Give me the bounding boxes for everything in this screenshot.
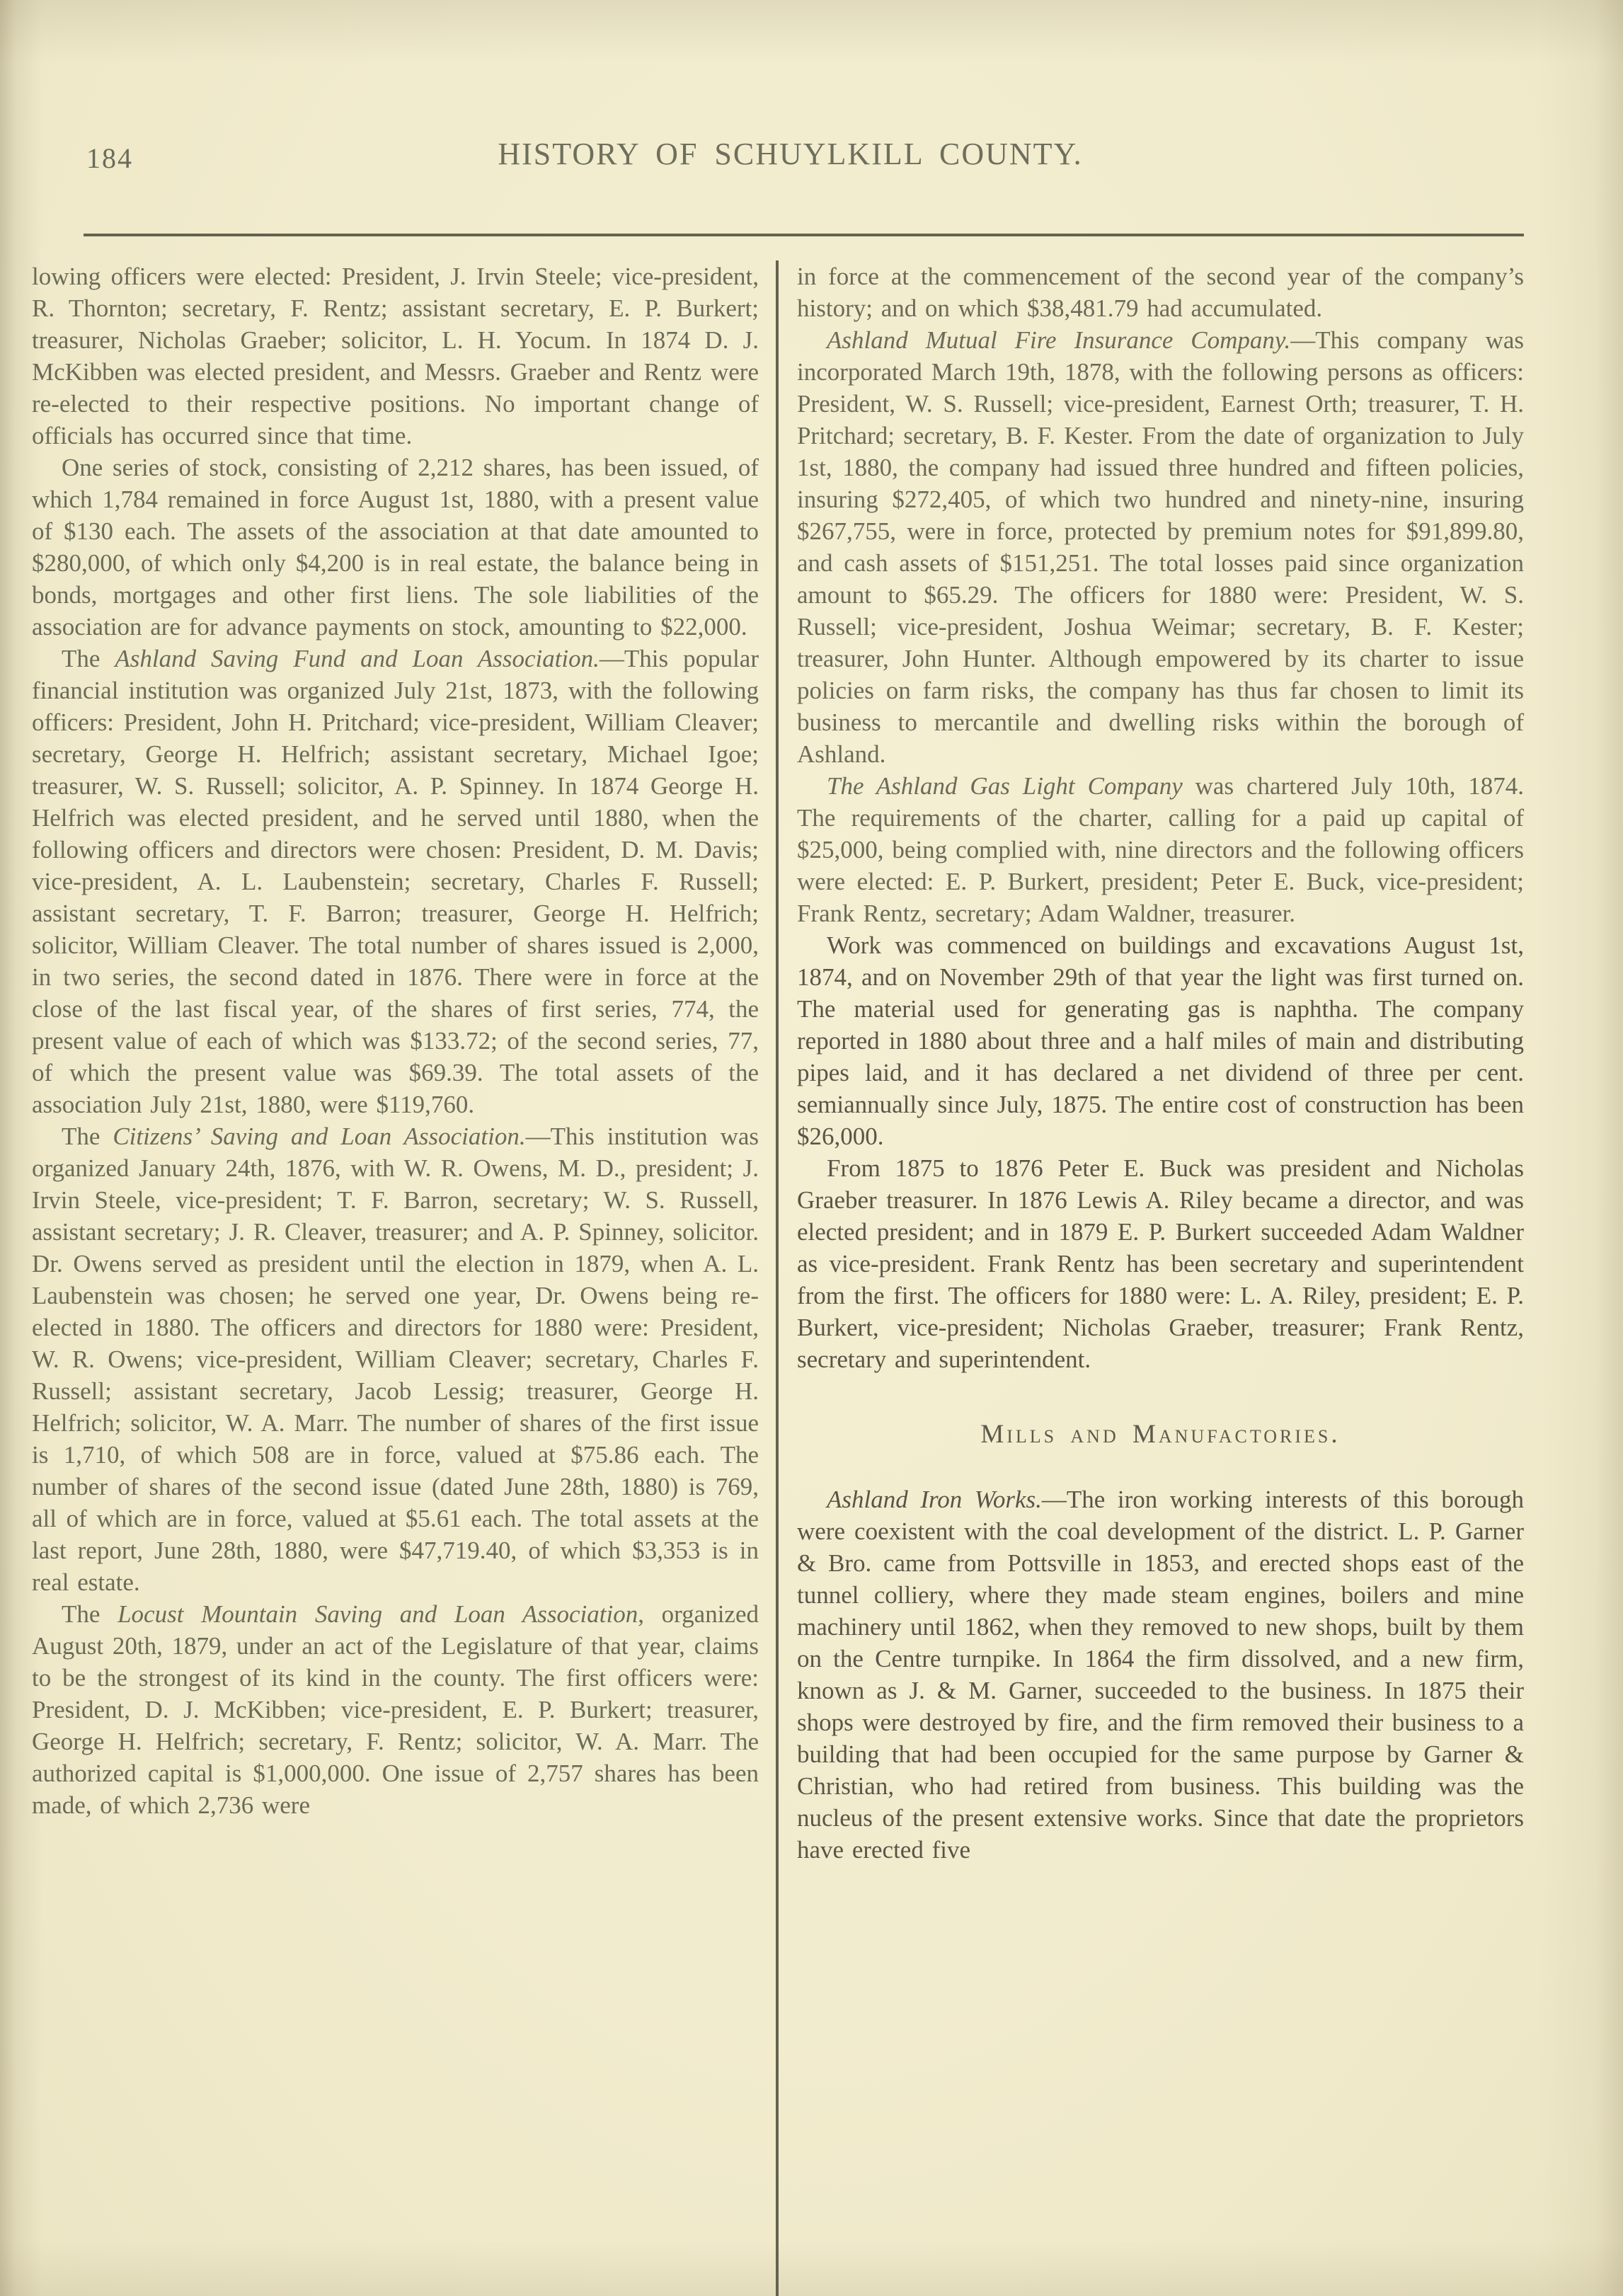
page-header bbox=[0, 0, 1623, 234]
paragraph-text: —This popular financial institution was organized July 21st, 1873, with the following officers: President, John H. Pritchard; vice-president, William Cleaver; secretary, George H. Helfrich; assistant secretary, Michael Igoe; treasurer, W. S. Russell; solicitor, A. P. Spinney. In 1874 George H. Helfrich was elected president, and he served until 1880, when the following officers and directors were chosen: President, D. M. Davis; vice-president, A. L. Laubenstein; secretary, Charles F. Russell; assistant secretary, T. F. Barron; treasurer, George H. Helfrich; solicitor, William Cleaver. The total number of shares issued is 2,000, in two series, the second dated in 1876. There were in force at the close of the last fiscal year, of the shares of first series, 774, the present value of each of which was $133.72; of the second series, 77, of which the present value was $69.39. The total assets of the association July 21st, 1880, were $119,760. bbox=[32, 645, 759, 1118]
company-title: Ashland Iron Works. bbox=[827, 1486, 1042, 1513]
paragraph-text: From 1875 to 1876 Peter E. Buck was president and Nicholas Graeber treasurer. In 1876 Lewis A. Riley became a director, and was elected president; and in 1879 E. P. Burkert succeeded Adam Waldner as vice-president. Frank Rentz has been secretary and superintendent from the first. The officers for 1880 were: L. A. Riley, president; E. P. Burkert, vice-president; Nicholas Graeber, treasurer; Frank Rentz, secretary and superintendent. bbox=[797, 1154, 1524, 1373]
right-column bbox=[779, 260, 1524, 2292]
paragraph-text: —The iron working interests of this borough were coexistent with the coal development of the district. L. P. Garner & Bro. came from Pottsville in 1853, and erected shops east of the tunnel colliery, where they made steam engines, boilers and mine machinery until 1862, when they removed to new shops, built by them on the Centre turnpike. In 1864 the firm dissolved, and a new firm, known as J. & M. Garner, succeeded to the business. In 1875 their shops were destroyed by fire, and the firm removed their business to a building that had been occupied for the same purpose by Garner & Christian, who had retired from business. This building was the nucleus of the present extensive works. Since that date the proprietors have erected five bbox=[797, 1486, 1525, 1864]
paragraph-lead: The bbox=[62, 1123, 113, 1150]
paragraph-lead: The bbox=[62, 645, 115, 672]
paragraph-text: in force at the commencement of the second year of the company’s history; and on which $38,481.79 had accumulated. bbox=[797, 263, 1524, 322]
paragraph bbox=[797, 770, 1524, 929]
paragraph bbox=[32, 643, 759, 1120]
paragraph-text: —This institution was organized January 24th, 1876, with W. R. Owens, M. D., president; J. Irvin Steele, vice-president; T. F. Barron, secretary; W. S. Russell, assistant secretary; J. R. Cleaver, treasurer; and A. P. Spinney, solicitor. Dr. Owens served as president until the election in 1879, when A. L. Laubenstein was chosen; he served one year, Dr. Owens being re-elected in 1880. The officers and directors for 1880 were: President, W. R. Owens; vice-president, William Cleaver; secretary, Charles F. Russell; assistant secretary, Jacob Lessig; treasurer, George H. Helfrich; solicitor, W. A. Marr. The number of shares of the first issue is 1,710, of which 508 are in force, valued at $75.86 each. The number of shares of the second issue (dated June 28th, 1880) is 769, all of which are in force, valued at $5.61 each. The total assets at the last report, June 28th, 1880, were $47,719.40, of which $3,353 is in real estate. bbox=[32, 1123, 759, 1596]
company-title: Ashland Mutual Fire Insurance Company. bbox=[827, 326, 1291, 354]
paragraph bbox=[32, 1120, 759, 1598]
section-heading: Mills and Manufactories. bbox=[980, 1420, 1341, 1449]
running-title: HISTORY OF SCHUYLKILL COUNTY. bbox=[498, 137, 1083, 171]
paragraph-text: was chartered July 10th, 1874. The requirements of the charter, calling for a paid up capital of $25,000, being complied with, nine directors and the following officers were elected: E. P. Burkert, president; Peter E. Buck, vice-president; Frank Rentz, secretary; Adam Waldner, treasurer. bbox=[797, 772, 1524, 927]
left-column bbox=[32, 260, 776, 2292]
paragraph-lead: The bbox=[62, 1600, 118, 1628]
association-title: Citizens’ Saving and Loan Association. bbox=[113, 1123, 526, 1150]
paragraph bbox=[32, 1598, 759, 1821]
paragraph bbox=[797, 324, 1524, 770]
association-title: Ashland Saving Fund and Loan Association. bbox=[115, 645, 600, 672]
text-columns bbox=[0, 260, 1623, 2292]
company-title: The Ashland Gas Light Company bbox=[827, 772, 1183, 800]
paragraph-text: —This company was incorporated March 19th, 1878, with the following persons as officers: President, W. S. Russell; vice-president, Earnest Orth; treasurer, T. H. Pritchard; secretary, B. F. Kester. From the date of organization to July 1st, 1880, the company had issued three hundred and fifteen policies, insuring $272,405, of which two hundred and ninety-nine, insuring $267,755, were in force, protected by premium notes for $91,899.80, and cash assets of $151,251. The total losses paid since organization amount to $65.29. The officers for 1880 were: President, W. S. Russell; vice-president, Joshua Weimar; secretary, B. F. Kester; treasurer, John Hunter. Although empowered by its charter to issue policies on farm risks, the company has thus far chosen to limit its business to mercantile and dwelling risks within the borough of Ashland. bbox=[797, 326, 1525, 768]
paragraph-text: lowing officers were elected: President, J. Irvin Steele; vice-president, R. Thornton; secretary, F. Rentz; assistant secretary, E. P. Burkert; treasurer, Nicholas Graeber; solicitor, L. H. Yocum. In 1874 D. J. McKibben was elected president, and Messrs. Graeber and Rentz were re-elected to their respective positions. No important change of officials has occurred since that time. bbox=[32, 263, 759, 449]
header-rule bbox=[84, 234, 1524, 236]
paragraph-text: One series of stock, consisting of 2,212 shares, has been issued, of which 1,784 remained in force August 1st, 1880, with a present value of $130 each. The assets of the association at that date amounted to $280,000, of which only $4,200 is in real estate, the balance being in bonds, mortgages and other first liens. The sole liabilities of the association are for advance payments on stock, amounting to $22,000. bbox=[32, 454, 759, 641]
paragraph bbox=[32, 452, 759, 643]
paragraph bbox=[797, 1152, 1524, 1375]
association-title: Locust Mountain Saving and Loan Association bbox=[117, 1600, 638, 1628]
paragraph bbox=[797, 1483, 1524, 1866]
paragraph bbox=[797, 260, 1524, 324]
paragraph-text: , organized August 20th, 1879, under an act of the Legislature of that year, claims to be the strongest of its kind in the county. The first officers were: President, D. J. McKibben; vice-president, E. P. Burkert; treasurer, George H. Helfrich; secretary, F. Rentz; solicitor, W. A. Marr. The authorized capital is $1,000,000. One issue of 2,757 shares has been made, of which 2,736 were bbox=[32, 1600, 759, 1819]
paragraph bbox=[797, 929, 1524, 1152]
page-number: 184 bbox=[86, 142, 133, 174]
paragraph-text: Work was commenced on buildings and excavations August 1st, 1874, and on November 29th of that year the light was first turned on. The material used for generating gas is naphtha. The company reported in 1880 about three and a half miles of main and distributing pipes laid, and it has declared a net dividend of three per cent. semiannually since July, 1875. The entire cost of construction has been $26,000. bbox=[797, 931, 1524, 1150]
paragraph bbox=[32, 260, 759, 452]
